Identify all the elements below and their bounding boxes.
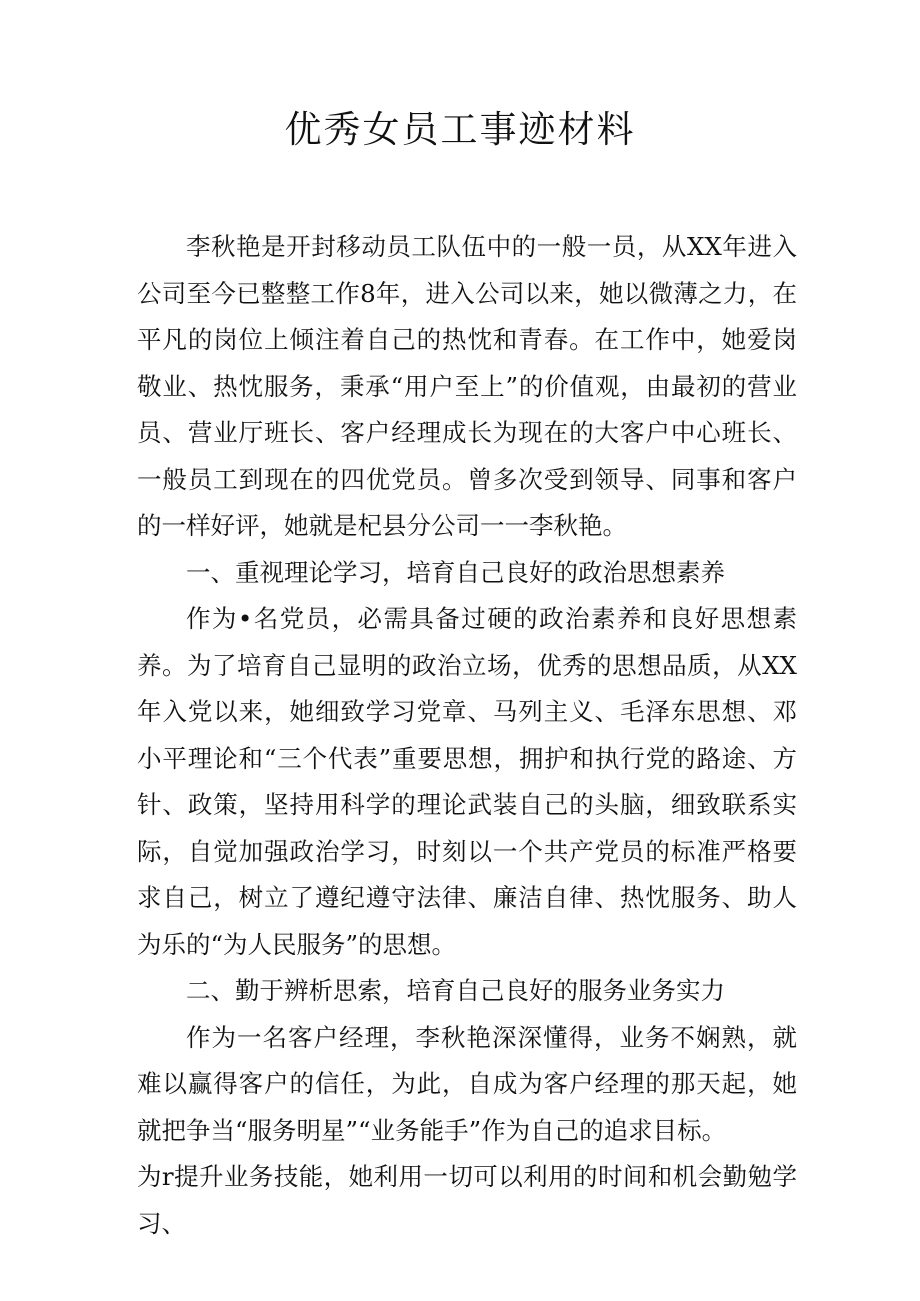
paragraph-intro: 李秋艳是开封移动员工队伍中的一般一员，从XX年进入公司至今已整整工作8年，进入公司以来，她以微薄之力，在平凡的岗位上倾注着自己的热忱和青春。在工作中，她爱岗敬业、热忱服务，秉承“用户至上”的价值观，由最初的营业员、营业厅班长、客户经理成长为现在的大客户中心班长、一般员工到现在的四优党员。曾多次受到领导、同事和客户的一样好评，她就是杞县分公司一一李秋艳。: [137, 232, 797, 540]
paragraph-continuation: 为r提升业务技能，她利用一切可以利用的时间和机会勤勉学习、: [137, 1162, 797, 1238]
section-heading-2: 二、勤于辨析思索，培育自己良好的服务业务实力: [186, 976, 725, 1005]
document-title: 优秀女员工事迹材料: [284, 108, 636, 151]
section-heading-1: 一、重视理论学习，培育自己良好的政治思想素养: [186, 557, 725, 587]
document-body: [137, 224, 797, 1247]
paragraph-section-1: 作为•名党员，必需具备过硬的政治素养和良好思想素养。为了培育自己显明的政治立场，优秀的思想品质，从XX年入党以来，她细致学习党章、马列主义、毛泽东思想、邓小平理论和“三个代表”重要思想，拥护和执行党的路途、方针、政策，坚持用科学的理论武装自己的头脑，细致联系实际，自觉加强政治学习，时刻以一个共产党员的标准严格要求自己，树立了遵纪遵守法律、廉洁自律、热忱服务、助人为乐的“为人民服务”的思想。: [137, 604, 797, 959]
paragraph-section-2: 作为一名客户经理，李秋艳深深懂得，业务不娴熟，就难以赢得客户的信任，为此，自成为客户经理的那天起，她就把争当“服务明星”“业务能手”作为自己的追求目标。: [137, 1022, 797, 1145]
